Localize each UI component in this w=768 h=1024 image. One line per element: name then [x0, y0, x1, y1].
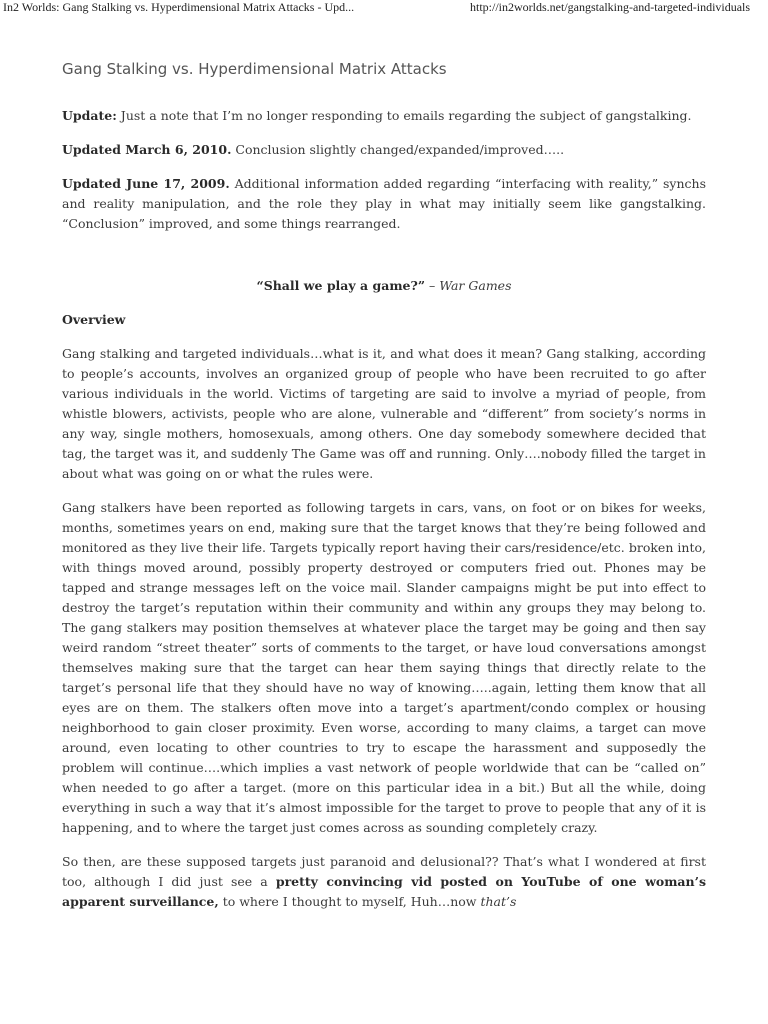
- update-march-label: Updated March 6, 2010.: [62, 142, 232, 157]
- paragraph-3-start: So then, are these supposed targets just paranoid and delusional?? That’s what I wondered at first too, although I did just see a: [62, 854, 706, 889]
- paragraph-1: Gang stalking and targeted individuals…what is it, and what does it mean? Gang stalking, according to people’s accounts, involves an organized group of people who have been recruited to go after various individuals in the world. Victims of targeting are said to involve a myriad of people, from whistle blowers, activists, people who are alone, vulnerable and “different” from society’s norms in any way, single mothers, homosexuals, among others. One day somebody somewhere decided that tag, the target was it, and suddenly The Game was off and running. Only….nobody filled the target in about what was going on or what the rules were.: [62, 346, 706, 481]
- epigraph-dash: –: [425, 278, 440, 293]
- youtube-video-link[interactable]: pretty convincing vid posted on YouTube of one woman’s apparent surveillance,: [62, 874, 706, 909]
- overview-heading: Overview: [62, 312, 126, 327]
- spacer: [62, 248, 706, 276]
- update-june-label: Updated June 17, 2009.: [62, 176, 230, 191]
- paragraph-3-emphasis: that’s: [480, 894, 517, 909]
- update-text: Just a note that I’m no longer responding to emails regarding the subject of gangstalking.: [116, 108, 692, 123]
- epigraph: [62, 276, 706, 296]
- update-note-june: [62, 174, 706, 234]
- epigraph-source: War Games: [439, 278, 512, 293]
- paragraph-3-end: to where I thought to myself, Huh…now: [218, 894, 481, 909]
- print-header: [0, 0, 768, 16]
- update-march-text: Conclusion slightly changed/expanded/improved…..: [231, 142, 565, 157]
- article-body: [62, 106, 706, 926]
- update-label: Update:: [62, 108, 117, 123]
- page-title: Gang Stalking vs. Hyperdimensional Matrix Attacks: [62, 60, 447, 78]
- paragraph-3: [62, 852, 706, 912]
- update-note-march: [62, 140, 706, 160]
- print-header-url[interactable]: http://in2worlds.net/gangstalking-and-targeted-individuals: [470, 0, 751, 14]
- update-june-text: Additional information added regarding “interfacing with reality,” synchs and reality manipulation, and the role they play in what may initially seem like gangstalking. “Conclusion” improved, and some things rearranged.: [62, 176, 706, 231]
- print-header-title: In2 Worlds: Gang Stalking vs. Hyperdimensional Matrix Attacks - Upd...: [3, 0, 355, 14]
- epigraph-quote: “Shall we play a game?”: [256, 278, 426, 293]
- paragraph-2: Gang stalkers have been reported as following targets in cars, vans, on foot or on bikes for weeks, months, sometimes years on end, making sure that the target knows that they’re being followed and monitored as they live their life. Targets typically report having their cars/residence/etc. broken into, with things moved around, possibly property destroyed or computers fried out. Phones may be tapped and strange messages left on the voice mail. Slander campaigns might be put into effect to destroy the target’s reputation within their community and within any groups they may belong to. The gang stalkers may position themselves at whatever place the target may be going and then say weird random “street theater” sorts of comments to the target, or have loud conversations amongst themselves making sure that the target can hear them saying things that directly relate to the target’s personal life that they should have no way of knowing…..again, letting them know that all eyes are on them. The stalkers often move into a target’s apartment/condo complex or housing neighborhood to gain closer proximity. Even worse, according to many claims, a target can move around, even locating to other countries to try to escape the harassment and supposedly the problem will continue….which implies a vast network of people worldwide that can be “called on” when needed to go after a target. (more on this particular idea in a bit.) But all the while, doing everything in such a way that it’s almost impossible for the target to prove to people that any of it is happening, and to where the target just comes across as sounding completely crazy.: [62, 500, 706, 835]
- update-note: [62, 106, 706, 126]
